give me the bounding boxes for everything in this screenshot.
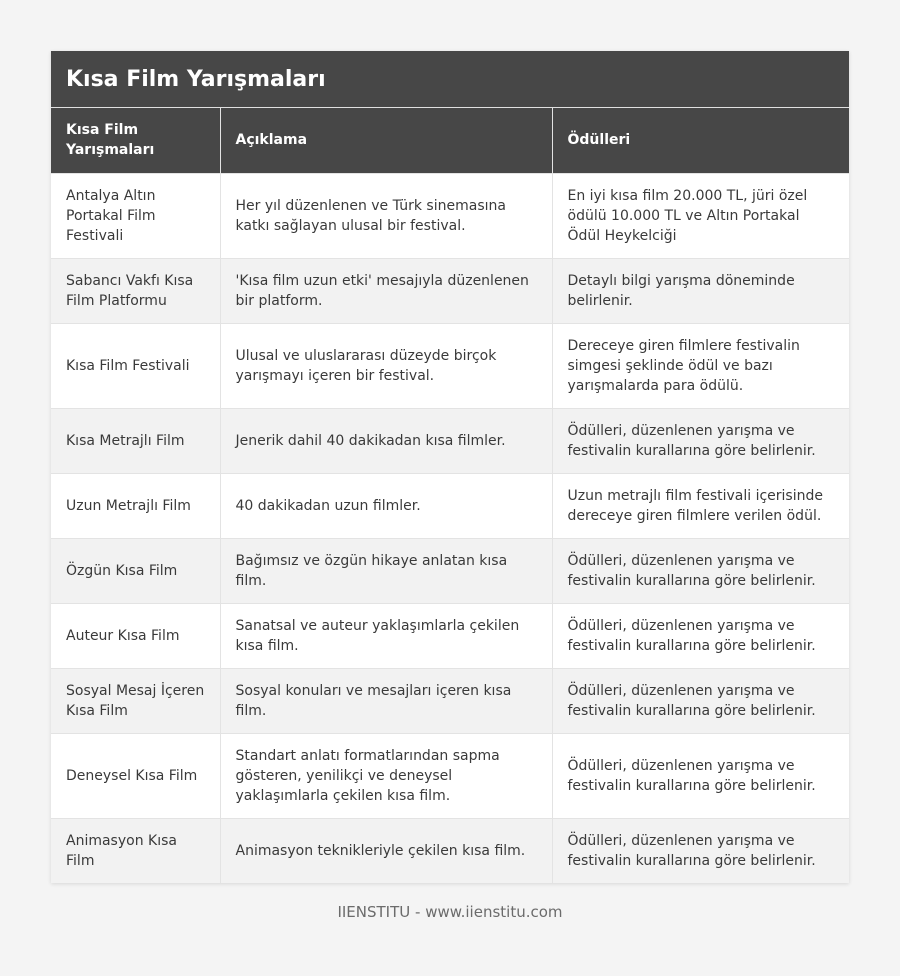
cell-competition: Animasyon Kısa Film [51,818,220,883]
cell-competition: Sosyal Mesaj İçeren Kısa Film [51,668,220,733]
cell-competition: Kısa Film Festivali [51,323,220,408]
cell-awards: Dereceye giren filmlere festivalin simgesi şeklinde ödül ve bazı yarışmalarda para ödülü. [552,323,849,408]
cell-awards: Ödülleri, düzenlenen yarışma ve festivalin kurallarına göre belirlenir. [552,668,849,733]
cell-description: 'Kısa film uzun etki' mesajıyla düzenlenen bir platform. [220,258,552,323]
table-row [51,258,849,323]
cell-competition: Uzun Metrajlı Film [51,473,220,538]
cell-description: 40 dakikadan uzun filmler. [220,473,552,538]
cell-awards: Detaylı bilgi yarışma döneminde belirlenir. [552,258,849,323]
competitions-card [51,51,849,883]
table-row [51,818,849,883]
table-row [51,603,849,668]
cell-competition: Sabancı Vakfı Kısa Film Platformu [51,258,220,323]
table-row [51,668,849,733]
cell-awards: En iyi kısa film 20.000 TL, jüri özel ödülü 10.000 TL ve Altın Portakal Ödül Heykelciği [552,173,849,258]
cell-awards: Ödülleri, düzenlenen yarışma ve festivalin kurallarına göre belirlenir. [552,818,849,883]
cell-description: Her yıl düzenlenen ve Türk sinemasına katkı sağlayan ulusal bir festival. [220,173,552,258]
cell-competition: Kısa Metrajlı Film [51,408,220,473]
cell-awards: Ödülleri, düzenlenen yarışma ve festivalin kurallarına göre belirlenir. [552,733,849,818]
cell-description: Standart anlatı formatlarından sapma gösteren, yenilikçi ve deneysel yaklaşımlarla çekilen kısa film. [220,733,552,818]
cell-awards: Ödülleri, düzenlenen yarışma ve festivalin kurallarına göre belirlenir. [552,408,849,473]
cell-description: Bağımsız ve özgün hikaye anlatan kısa film. [220,538,552,603]
table-title: Kısa Film Yarışmaları [51,51,849,108]
header-row [51,108,849,173]
table-row [51,323,849,408]
header-description: Açıklama [220,108,552,173]
cell-description: Animasyon teknikleriyle çekilen kısa film. [220,818,552,883]
table-row [51,473,849,538]
table-row [51,408,849,473]
cell-competition: Antalya Altın Portakal Film Festivali [51,173,220,258]
competitions-table [51,108,849,883]
footer-credit: IIENSTITU - www.iienstitu.com [337,903,563,921]
cell-description: Ulusal ve uluslararası düzeyde birçok yarışmayı içeren bir festival. [220,323,552,408]
cell-description: Sosyal konuları ve mesajları içeren kısa film. [220,668,552,733]
cell-description: Jenerik dahil 40 dakikadan kısa filmler. [220,408,552,473]
cell-competition: Deneysel Kısa Film [51,733,220,818]
header-awards: Ödülleri [552,108,849,173]
table-row [51,733,849,818]
cell-description: Sanatsal ve auteur yaklaşımlarla çekilen kısa film. [220,603,552,668]
cell-competition: Auteur Kısa Film [51,603,220,668]
table-row [51,173,849,258]
cell-awards: Ödülleri, düzenlenen yarışma ve festivalin kurallarına göre belirlenir. [552,603,849,668]
table-row [51,538,849,603]
cell-awards: Ödülleri, düzenlenen yarışma ve festivalin kurallarına göre belirlenir. [552,538,849,603]
header-competition: Kısa Film Yarışmaları [51,108,220,173]
cell-awards: Uzun metrajlı film festivali içerisinde dereceye giren filmlere verilen ödül. [552,473,849,538]
cell-competition: Özgün Kısa Film [51,538,220,603]
